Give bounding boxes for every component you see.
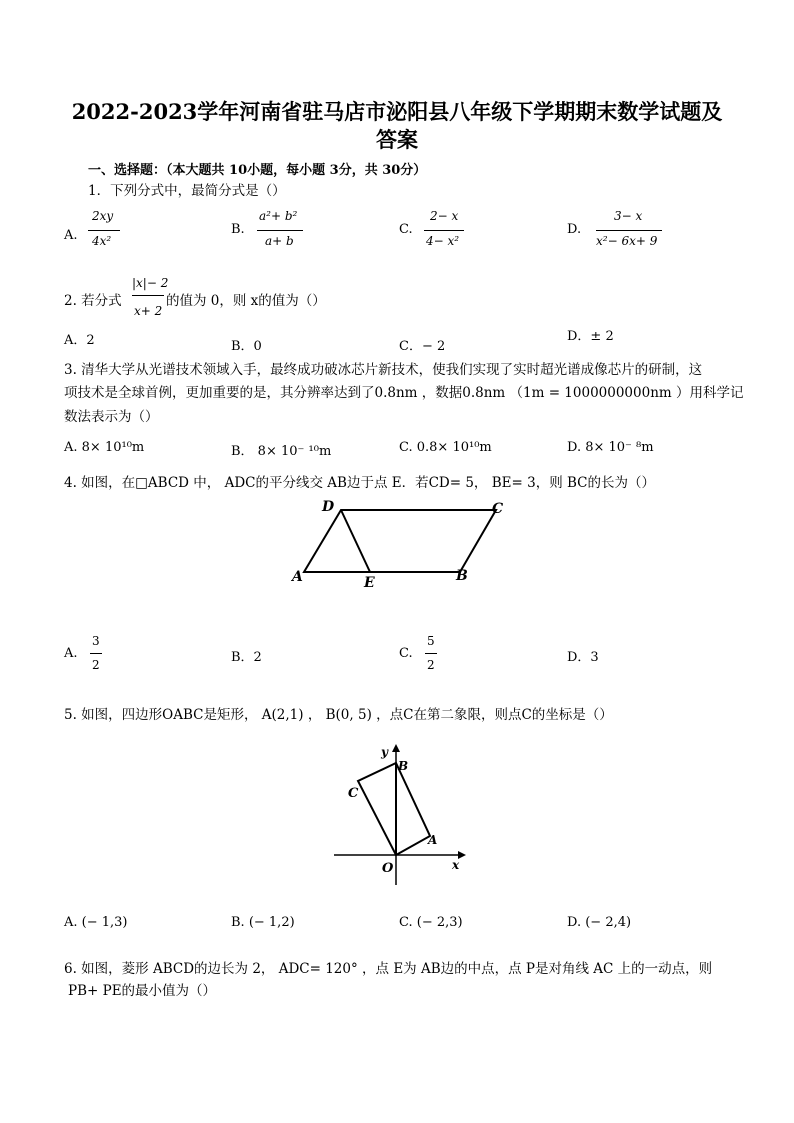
q5-option-b: B. (− 1,2) (231, 915, 295, 930)
q2-option-a: A．2 (64, 333, 95, 348)
q4-parallelogram-figure (280, 493, 520, 593)
q1-option-c-denominator: 4− x² (426, 234, 460, 248)
q1-option-d-fraction (596, 209, 666, 255)
label-d: D (322, 499, 335, 515)
label-y: y (381, 745, 388, 759)
q6-stem-line1: 6. 如图，菱形 ABCD的边长为 2， ADC= 120° ，点 E为 AB边的中点，点 P是对角线 AC 上的一动点，则 (64, 961, 713, 977)
q3-option-b: B． 8× 10⁻ ¹⁰m (231, 444, 332, 459)
q4-option-c-numerator: 5 (427, 634, 435, 648)
y-axis-arrow (392, 744, 400, 752)
q1-option-b-numerator: a²+ b² (259, 209, 298, 223)
q1-option-d-denominator: x²− 6x+ 9 (596, 234, 658, 248)
q5-option-c: C. (− 2,3) (399, 915, 463, 930)
q3-stem-line2: 项技术是全球首例，更加重要的是，其分辨率达到了0.8nm ，数据0.8nm （1m = 1000000000nm ）用科学记 (64, 385, 744, 401)
q5-option-d: D. (− 2,4) (567, 915, 632, 930)
q1-option-c-fraction (424, 209, 468, 255)
label-c: C (348, 786, 359, 801)
rectangle-oabc (358, 763, 430, 855)
q6-stem-line2: PB+ PE的最小值为（） (68, 983, 217, 999)
q1-option-d-label: D. (567, 222, 582, 237)
fraction-bar (132, 295, 164, 296)
q4-option-d: D．3 (567, 650, 599, 665)
q3-stem-line3: 数法表示为（） (64, 409, 159, 425)
q2-stem-suffix: 的值为 0，则 x的值为（） (166, 293, 326, 309)
q2-option-c: C．− 2 (399, 339, 446, 354)
q1-option-a-label: A. (64, 228, 78, 243)
fraction-bar (596, 230, 662, 231)
q2-fraction-denominator: x+ 2 (134, 304, 163, 318)
q1-option-a-denominator: 4x² (92, 234, 112, 248)
fraction-bar (257, 230, 303, 231)
label-c: C (492, 501, 504, 517)
q5-stem: 5. 如图，四边形OABC是矩形， A(2,1) ， B(0, 5) ，点C在第二象限，则点C的坐标是（） (64, 707, 613, 723)
fraction-bar (424, 230, 464, 231)
q2-fraction-numerator: |x|− 2 (132, 276, 169, 290)
q2-option-b: B．0 (231, 339, 262, 354)
fraction-bar (90, 653, 102, 654)
q4-option-c-fraction (425, 634, 439, 676)
q1-option-b-label: B. (231, 222, 245, 237)
q5-rectangle-figure (330, 740, 470, 890)
fraction-bar (88, 230, 120, 231)
bisector-de (341, 510, 370, 572)
q4-option-a-label: A. (64, 646, 78, 661)
label-a: A (428, 833, 438, 847)
q4-option-c-denominator: 2 (427, 658, 435, 672)
q3-option-d: D. 8× 10⁻ ⁸m (567, 440, 654, 455)
q4-stem: 4. 如图，在□ABCD 中， ADC的平分线交 AB边于点 E．若CD= 5， BE= 3，则 BC的长为（） (64, 475, 655, 491)
section-header: 一、选择题：（本大题共 10小题，每小题 3分，共 30分） (88, 163, 427, 178)
q4-option-a-denominator: 2 (92, 658, 100, 672)
label-b: B (456, 568, 468, 584)
q1-option-a-fraction (88, 209, 122, 255)
q2-option-d: D．± 2 (567, 329, 614, 344)
label-b: B (398, 759, 409, 773)
q1-option-c-label: C. (399, 222, 413, 237)
q1-option-a-numerator: 2xy (92, 209, 114, 223)
q5-option-a: A. (− 1,3) (64, 915, 128, 930)
q1-option-c-numerator: 2− x (430, 209, 459, 223)
fraction-bar (425, 653, 437, 654)
q1-option-b-fraction (257, 209, 307, 255)
q2-fraction (132, 276, 168, 322)
q2-stem-prefix: 2. 若分式 (64, 293, 122, 309)
label-o: O (382, 861, 394, 876)
label-e: E (364, 575, 375, 591)
x-axis-arrow (458, 851, 466, 859)
q3-option-a: A. 8× 10¹⁰m (64, 440, 145, 455)
parallelogram-abcd (304, 510, 496, 572)
q4-option-a-numerator: 3 (92, 634, 100, 648)
document-title-line1: 2022-2023学年河南省驻马店市泌阳县八年级下学期期末数学试题及 (71, 99, 723, 124)
q4-option-a-fraction (90, 634, 104, 676)
q4-option-c-label: C. (399, 646, 413, 661)
q1-option-b-denominator: a+ b (265, 234, 294, 248)
document-title-line2: 答案 (376, 127, 418, 152)
q1-stem: 1．下列分式中，最简分式是（） (88, 183, 286, 199)
q4-option-b: B．2 (231, 650, 262, 665)
label-a: A (292, 569, 303, 585)
q1-option-d-numerator: 3− x (614, 209, 643, 223)
q3-stem-line1: 3. 清华大学从光谱技术领域入手，最终成功破冰芯片新技术，使我们实现了实时超光谱成像芯片的研制，这 (64, 362, 703, 378)
label-x: x (452, 858, 460, 872)
q3-option-c: C. 0.8× 10¹⁰m (399, 440, 492, 455)
